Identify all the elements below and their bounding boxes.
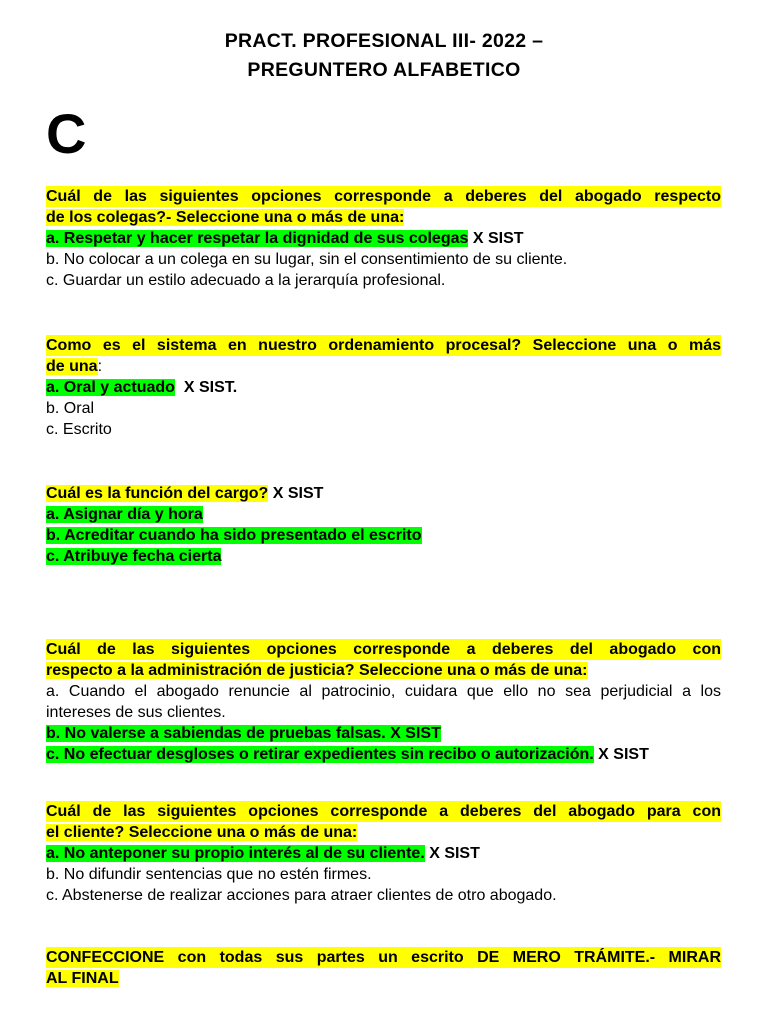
question-3-option-b: b. Acreditar cuando ha sido presentado el escrito bbox=[46, 527, 422, 544]
question-1-option-a: a. Respetar y hacer respetar la dignidad de sus colegas bbox=[46, 230, 469, 247]
question-2-option-c: c. Escrito bbox=[46, 421, 112, 438]
question-2-option-b: b. Oral bbox=[46, 400, 95, 417]
final-instruction bbox=[46, 947, 721, 989]
question-block-5 bbox=[46, 801, 721, 906]
question-4-option-a-line-2: intereses de sus clientes. bbox=[46, 704, 226, 721]
question-4-option-c: c. No efectuar desgloses o retirar expedientes sin recibo o autorización. bbox=[46, 746, 594, 763]
section-letter: C bbox=[46, 102, 87, 165]
question-3-text: Cuál es la función del cargo? bbox=[46, 485, 269, 502]
question-2-colon: : bbox=[97, 358, 103, 375]
question-block-2 bbox=[46, 335, 721, 440]
question-4-option-a-line-1: a. Cuando el abogado renuncie al patrocinio, cuidara que ello no sea perjudicial a los bbox=[46, 683, 721, 700]
question-2-text-line-2: de una bbox=[46, 358, 98, 375]
question-block-1 bbox=[46, 186, 721, 291]
final-instruction-line-1: CONFECCIONE con todas sus partes un escrito DE MERO TRÁMITE.- MIRAR bbox=[46, 949, 721, 966]
question-2-option-a: a. Oral y actuado bbox=[46, 379, 175, 396]
question-3-option-c: c. Atribuye fecha cierta bbox=[46, 548, 222, 565]
question-2-option-a-mark: X SIST. bbox=[174, 379, 238, 396]
question-5-option-a-mark: X SIST bbox=[424, 845, 480, 862]
question-2-text-line-1: Como es el sistema en nuestro ordenamiento procesal? Seleccione una o más bbox=[46, 337, 721, 354]
question-5-option-c: c. Abstenerse de realizar acciones para atraer clientes de otro abogado. bbox=[46, 887, 557, 904]
question-5-text-line-1: Cuál de las siguientes opciones corresponde a deberes del abogado para con bbox=[46, 803, 721, 820]
question-block-4 bbox=[46, 639, 721, 765]
question-5-text-line-2: el cliente? Seleccione una o más de una: bbox=[46, 824, 358, 841]
question-5-option-a: a. No anteponer su propio interés al de su cliente. bbox=[46, 845, 425, 862]
document-title-line-2: PREGUNTERO ALFABETICO bbox=[247, 59, 521, 81]
question-5-option-b: b. No difundir sentencias que no estén firmes. bbox=[46, 866, 372, 883]
question-1-option-b: b. No colocar a un colega en su lugar, sin el consentimiento de su cliente. bbox=[46, 251, 568, 268]
question-4-text-line-2: respecto a la administración de justicia? Seleccione una o más de una: bbox=[46, 662, 588, 679]
question-4-option-c-mark: X SIST bbox=[593, 746, 649, 763]
question-3-mark: X SIST bbox=[268, 485, 324, 502]
question-1-option-c: c. Guardar un estilo adecuado a la jerarquía profesional. bbox=[46, 272, 446, 289]
question-block-3 bbox=[46, 483, 721, 567]
question-1-option-a-mark: X SIST bbox=[468, 230, 524, 247]
document-title-line-1: PRACT. PROFESIONAL III- 2022 – bbox=[224, 30, 544, 52]
final-instruction-line-2: AL FINAL bbox=[46, 970, 119, 987]
question-1-text-line-2: de los colegas?- Seleccione una o más de una: bbox=[46, 209, 405, 226]
question-4-option-b: b. No valerse a sabiendas de pruebas falsas. X SIST bbox=[46, 725, 441, 742]
question-4-text-line-1: Cuál de las siguientes opciones corresponde a deberes del abogado con bbox=[46, 641, 721, 658]
question-3-option-a: a. Asignar día y hora bbox=[46, 506, 203, 523]
question-1-text-line-1: Cuál de las siguientes opciones corresponde a deberes del abogado respecto bbox=[46, 188, 721, 205]
